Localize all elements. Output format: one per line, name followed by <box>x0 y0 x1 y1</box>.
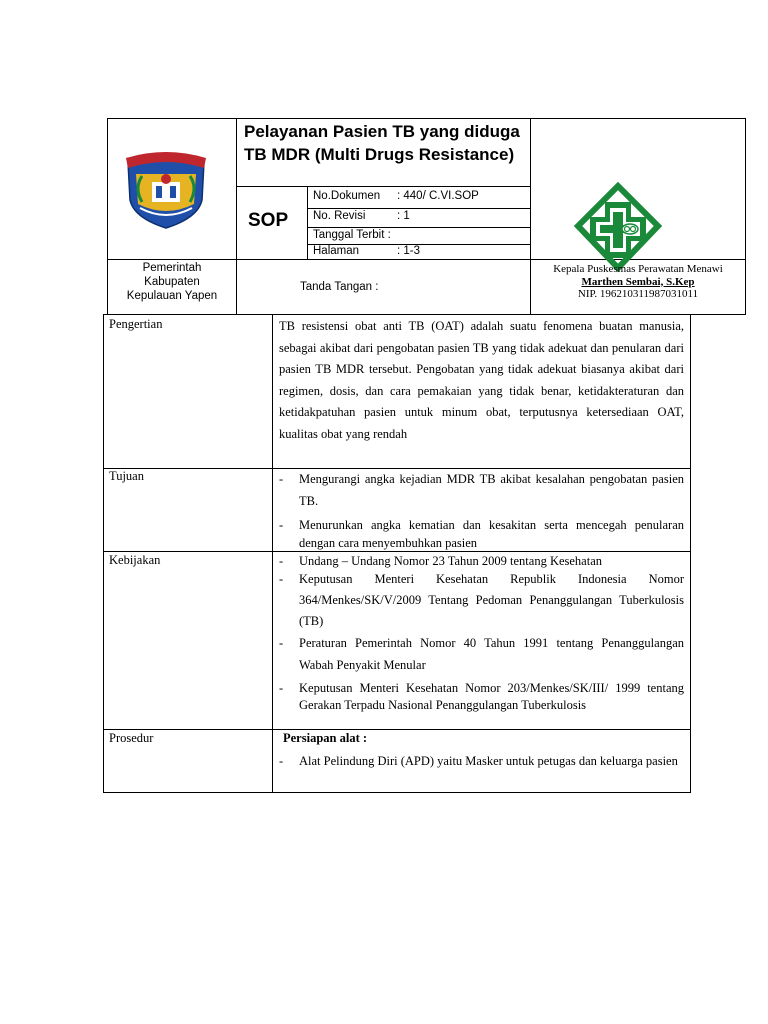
item-text: Menurunkan angka kematian dan kesakitan serta mencegah penularan dengan cara menyembuhkan pasien <box>299 518 684 550</box>
item-text: Keputusan Menteri Kesehatan Nomor 203/Menkes/SK/III/ 1999 tentang Gerakan Terpadu Nasional Penanggulangan Tuberkulosis <box>299 681 684 712</box>
item-text: Keputusan Menteri Kesehatan Republik Indonesia Nomor 364/Menkes/SK/V/2009 Tentang Pedoman Penanggulangan Tuberkulosis (TB) <box>299 572 684 628</box>
list-prosedur <box>275 750 684 772</box>
meta-halaman <box>313 245 420 257</box>
item-text: Peraturan Pemerintah Nomor 40 Tahun 1991 tentang Penanggulangan Wabah Penyakit Menular <box>299 636 684 672</box>
text-pengertian: TB resistensi obat anti TB (OAT) adalah suatu fenomena buatan manusia, sebagai akibat dari pengobatan pasien TB yang tidak adekuat dan penularan dari pasien TB MDR tersebut. Pengobatan yang tidak adekuat biasanya akibat dari regimen, dosis, dan cara pemakaian yang tidak benar, ketidakteraturan dan ketidakpatuhan pasien untuk minum obat, terputusnya ketersediaan OAT, kualitas obat yang rendah <box>279 319 684 441</box>
list-tujuan <box>275 468 684 552</box>
org-line: Pemerintah <box>142 262 202 274</box>
signature-label: Tanda Tangan : <box>300 281 379 293</box>
list-item: - Mengurangi angka kejadian MDR TB akibat kesalahan pengobatan pasien TB. <box>279 472 684 508</box>
regency-emblem-icon <box>120 148 212 230</box>
meta-label: Halaman <box>313 245 360 257</box>
list-kebijakan <box>275 553 684 714</box>
puskesmas-logo-icon <box>572 182 664 274</box>
list-item: - Peraturan Pemerintah Nomor 40 Tahun 1991 tentang Penanggulangan Wabah Penyakit Menular <box>279 636 684 672</box>
meta-label: Tanggal Terbit : <box>313 229 391 241</box>
meta-value: : 1-3 <box>397 245 421 257</box>
head-nip: NIP. 196210311987031011 <box>577 288 699 300</box>
label-kebijakan: Kebijakan <box>109 553 161 567</box>
item-text: Alat Pelindung Diri (APD) yaitu Masker untuk petugas dan keluarga pasien <box>299 754 678 768</box>
item-text: Mengurangi angka kejadian MDR TB akibat kesalahan pengobatan pasien TB. <box>299 472 684 508</box>
meta-no-dokumen <box>313 190 479 202</box>
list-item: - Undang – Undang Nomor 23 Tahun 2009 tentang Kesehatan <box>279 554 602 568</box>
label-prosedur: Prosedur <box>109 731 154 745</box>
org-line: Kabupaten <box>144 276 200 288</box>
label-pengertian: Pengertian <box>109 317 163 331</box>
meta-label: No.Dokumen <box>313 190 381 202</box>
meta-no-revisi <box>313 210 410 222</box>
list-item: - Keputusan Menteri Kesehatan Nomor 203/Menkes/SK/III/ 1999 tentang Gerakan Terpadu Nasional Penanggulangan Tuberkulosis <box>279 681 684 712</box>
head-of-puskesmas <box>531 263 745 301</box>
list-item: - Menurunkan angka kematian dan kesakitan serta mencegah penularan dengan cara menyembuhkan pasien <box>279 518 684 550</box>
head-title: Kepala Puskesmas Perawatan Menawi <box>553 263 723 275</box>
org-line: Kepulauan Yapen <box>126 290 218 302</box>
list-item: - Alat Pelindung Diri (APD) yaitu Masker untuk petugas dan keluarga pasien <box>279 754 678 768</box>
document-title: Pelayanan Pasien TB yang diduga TB MDR (Multi Drugs Resistance) <box>244 122 520 164</box>
meta-label: No. Revisi <box>313 210 366 222</box>
label-tujuan: Tujuan <box>109 469 144 483</box>
sop-label: SOP <box>248 210 289 231</box>
list-item: - Keputusan Menteri Kesehatan Republik Indonesia Nomor 364/Menkes/SK/V/2009 Tentang Pedoman Penanggulangan Tuberkulosis (TB) <box>279 572 684 628</box>
head-name: Marthen Sembai, S.Kep <box>581 275 695 288</box>
meta-value: : 1 <box>397 210 410 222</box>
org-name <box>108 261 236 303</box>
meta-value: : 440/ C.VI.SOP <box>397 190 479 202</box>
item-text: Undang – Undang Nomor 23 Tahun 2009 tentang Kesehatan <box>299 554 602 568</box>
meta-tanggal-terbit <box>313 229 391 241</box>
prosedur-heading: Persiapan alat : <box>283 731 368 745</box>
